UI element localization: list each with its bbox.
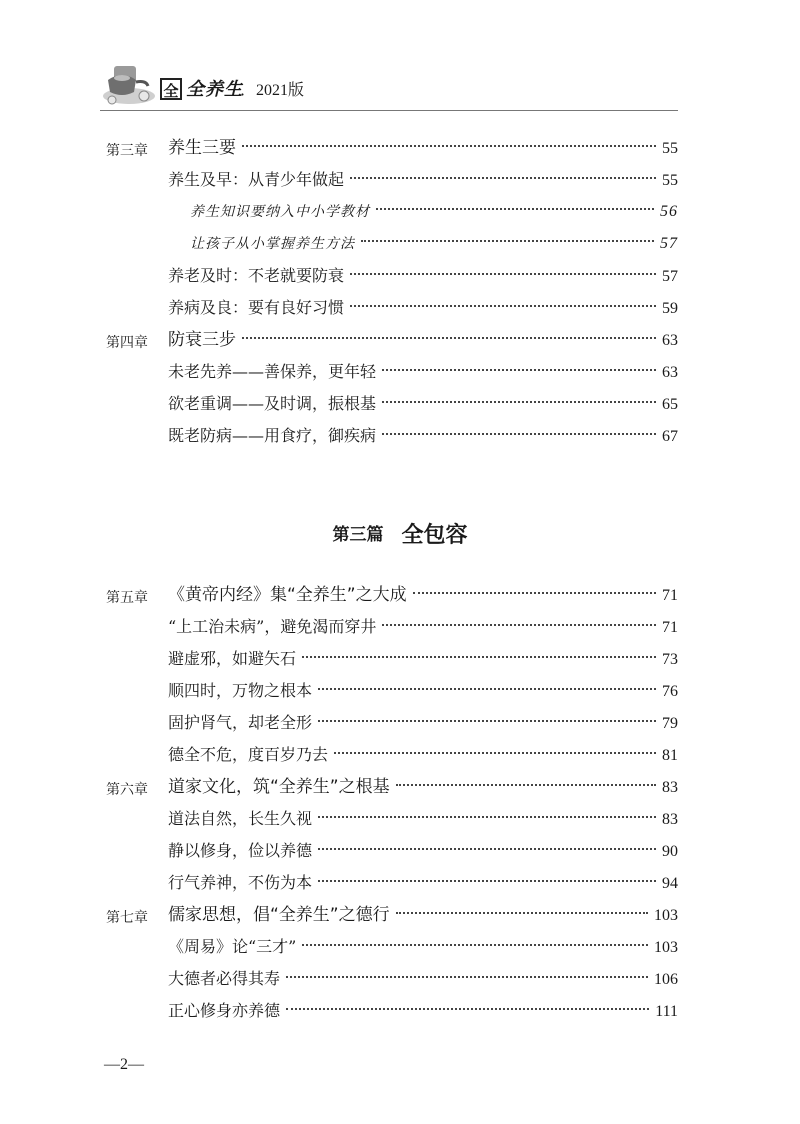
toc-row[interactable] — [0, 580, 800, 610]
toc-row[interactable] — [0, 133, 800, 163]
dot-leader — [382, 433, 656, 435]
page-number: 67 — [662, 428, 678, 445]
toc-entry — [168, 325, 678, 355]
toc-row[interactable] — [0, 868, 800, 898]
toc-entry — [168, 900, 678, 930]
toc-entry — [168, 389, 678, 419]
entry-title: 欲老重调——及时调，振根基 — [168, 394, 377, 413]
toc-row[interactable] — [0, 964, 800, 994]
page-number: 71 — [662, 619, 678, 636]
entry-title: 避虚邪，如避矢石 — [168, 649, 297, 668]
toc-entry — [168, 836, 678, 866]
entry-title: 《黄帝内经》集“全养生”之大成 — [168, 585, 407, 605]
toc-row[interactable] — [0, 229, 800, 259]
dot-leader — [350, 273, 656, 275]
dot-leader — [318, 848, 656, 850]
chapter-label: 第七章 — [106, 910, 148, 926]
dot-leader — [396, 912, 648, 914]
chapter-label: 第六章 — [106, 782, 148, 798]
toc-row[interactable] — [0, 421, 800, 451]
entry-title: 德全不危，度百岁乃去 — [168, 745, 329, 764]
toc-entry — [168, 772, 678, 802]
toc-entry — [168, 165, 678, 195]
dot-leader — [286, 1008, 649, 1010]
part-heading — [0, 518, 800, 549]
page-number: 103 — [654, 939, 678, 956]
toc-entry — [168, 580, 678, 610]
dot-leader — [318, 720, 656, 722]
entry-title: 《周易》论“三才” — [168, 937, 297, 956]
page-number: 83 — [662, 811, 678, 828]
toc-row[interactable] — [0, 197, 800, 227]
entry-title: 道家文化，筑“全养生”之根基 — [168, 777, 390, 797]
dot-leader — [350, 305, 656, 307]
toc-entry — [168, 868, 678, 898]
toc-entry — [168, 293, 678, 323]
entry-title: 养生及早：从青少年做起 — [168, 170, 345, 189]
toc-row[interactable] — [0, 772, 800, 802]
page-number: 57 — [662, 268, 678, 285]
entry-title: 让孩子从小掌握养生方法 — [190, 236, 355, 252]
page-number: 63 — [662, 364, 678, 381]
edition-label: ．2021版 — [240, 82, 305, 99]
toc-entry — [168, 996, 678, 1026]
dot-leader — [242, 337, 656, 339]
toc-entry — [168, 804, 678, 834]
toc-entry — [168, 932, 678, 962]
toc-row[interactable] — [0, 261, 800, 291]
entry-title: “上工治未病”，避免渴而穿井 — [168, 617, 377, 636]
entry-title: 养老及时：不老就要防衰 — [168, 266, 345, 285]
toc-row[interactable] — [0, 932, 800, 962]
dot-leader — [382, 624, 656, 626]
dot-leader — [396, 784, 656, 786]
page-number: 81 — [662, 747, 678, 764]
toc-entry — [168, 133, 678, 163]
toc-row[interactable] — [0, 357, 800, 387]
page-number: 106 — [654, 971, 678, 988]
teapot-logo-icon — [100, 56, 158, 108]
page-number: 111 — [655, 1003, 678, 1020]
toc-row[interactable] — [0, 740, 800, 770]
toc-row[interactable] — [0, 900, 800, 930]
entry-title: 养病及良：要有良好习惯 — [168, 298, 345, 317]
toc-row[interactable] — [0, 708, 800, 738]
page-number: 57 — [660, 235, 678, 252]
dot-leader — [382, 369, 656, 371]
dot-leader — [242, 145, 656, 147]
entry-title: 养生三要 — [168, 138, 236, 158]
toc-entry — [168, 357, 678, 387]
entry-title: 静以修身，俭以养德 — [168, 841, 313, 860]
page-number: 71 — [662, 587, 678, 604]
toc-row[interactable] — [0, 325, 800, 355]
page-number: 56 — [660, 203, 678, 220]
running-header — [100, 56, 400, 112]
dot-leader — [413, 592, 656, 594]
toc-row[interactable] — [0, 389, 800, 419]
entry-title: 养生知识要纳入中小学教材 — [190, 204, 370, 220]
page-number: 55 — [662, 172, 678, 189]
toc-entry — [168, 644, 678, 674]
page-number: 83 — [662, 779, 678, 796]
entry-title: 儒家思想，倡“全养生”之德行 — [168, 905, 390, 925]
toc-entry — [168, 421, 678, 451]
dot-leader — [318, 688, 656, 690]
part-title: 全包容 — [401, 522, 468, 548]
page-folio: —2— — [104, 1056, 144, 1073]
toc-row[interactable] — [0, 644, 800, 674]
page-number: 76 — [662, 683, 678, 700]
page-number: 65 — [662, 396, 678, 413]
dot-leader — [286, 976, 648, 978]
page-number: 90 — [662, 843, 678, 860]
page-number: 73 — [662, 651, 678, 668]
toc-entry — [168, 964, 678, 994]
entry-title: 道法自然，长生久视 — [168, 809, 313, 828]
chapter-label: 第三章 — [106, 143, 148, 159]
entry-title: 未老先养——善保养，更年轻 — [168, 362, 377, 381]
toc-entry — [190, 229, 678, 259]
dot-leader — [318, 880, 656, 882]
page-number: 55 — [662, 140, 678, 157]
entry-title: 既老防病——用食疗，御疾病 — [168, 426, 377, 445]
entry-title: 正心修身亦养德 — [168, 1001, 281, 1020]
page-number: 79 — [662, 715, 678, 732]
page-number: 94 — [662, 875, 678, 892]
page-number: 63 — [662, 332, 678, 349]
page-number: 103 — [654, 907, 678, 924]
toc-entry — [168, 708, 678, 738]
dot-leader — [302, 944, 648, 946]
dot-leader — [382, 401, 656, 403]
dot-leader — [376, 208, 654, 210]
entry-title: 防衰三步 — [168, 330, 236, 350]
toc-entry — [168, 612, 678, 642]
chapter-label: 第五章 — [106, 590, 148, 606]
part-number: 第三篇 — [332, 525, 384, 545]
entry-title: 顺四时，万物之根本 — [168, 681, 313, 700]
toc-row[interactable] — [0, 676, 800, 706]
toc-entry — [190, 197, 678, 227]
toc-entry — [168, 740, 678, 770]
entry-title: 大德者必得其寿 — [168, 969, 281, 988]
dot-leader — [350, 177, 656, 179]
dot-leader — [334, 752, 656, 754]
entry-title: 行气养神，不伤为本 — [168, 873, 313, 892]
toc-row[interactable] — [0, 836, 800, 866]
toc-entry — [168, 676, 678, 706]
toc-row[interactable] — [0, 612, 800, 642]
chapter-label: 第四章 — [106, 335, 148, 351]
brand-mark: 全 — [160, 78, 182, 100]
toc-row[interactable] — [0, 293, 800, 323]
brand-title: 全养生 — [186, 79, 243, 100]
toc-row[interactable] — [0, 996, 800, 1026]
entry-title: 固护肾气，却老全形 — [168, 713, 313, 732]
dot-leader — [361, 240, 654, 242]
dot-leader — [318, 816, 656, 818]
header-divider — [100, 110, 678, 111]
toc-row[interactable] — [0, 165, 800, 195]
page-number: 59 — [662, 300, 678, 317]
toc-row[interactable] — [0, 804, 800, 834]
dot-leader — [302, 656, 656, 658]
toc-entry — [168, 261, 678, 291]
